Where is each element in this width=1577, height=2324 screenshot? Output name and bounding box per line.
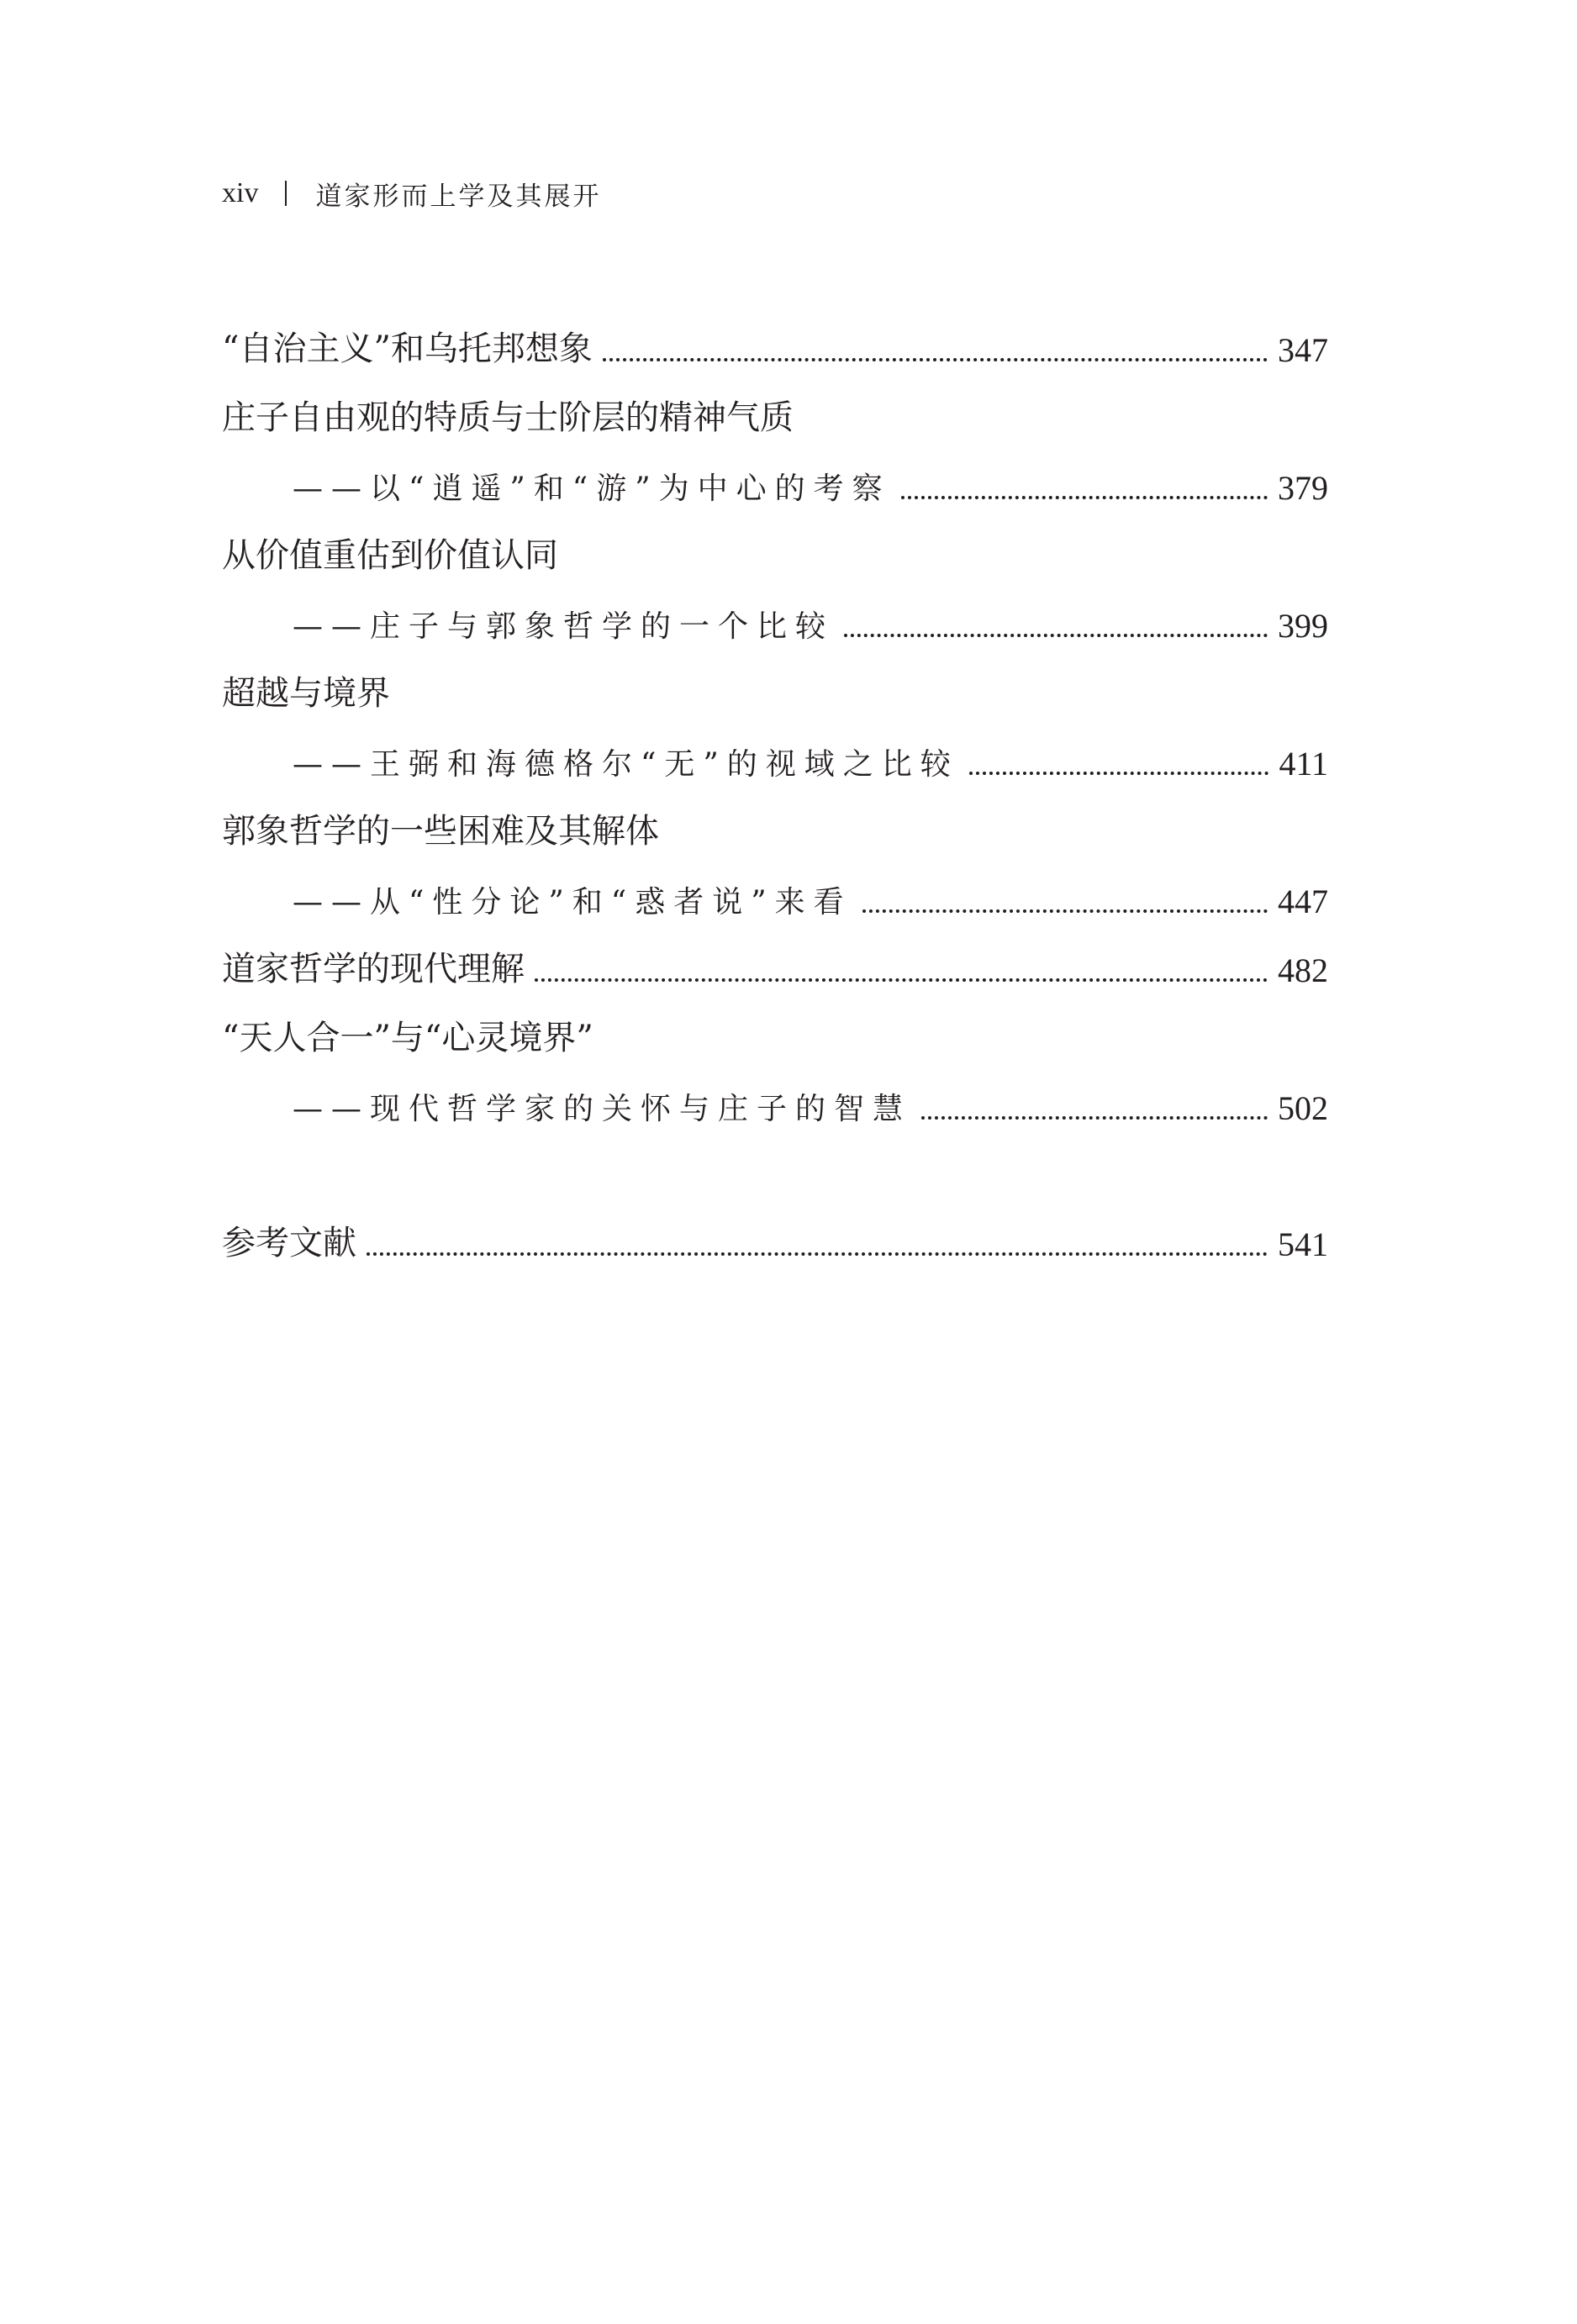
running-head (222, 172, 601, 214)
toc-entry-subtitle: ——从“性分论”和“惑者说”来看 (293, 885, 852, 920)
dot-leader (367, 1252, 1268, 1256)
toc-entry[interactable] (222, 509, 1328, 578)
dot-leader (921, 1116, 1268, 1120)
toc-entry[interactable] (222, 785, 1328, 854)
toc-entry-page: 447 (1278, 883, 1328, 920)
toc-entry-subtitle: ——庄子与郭象哲学的一个比较 (293, 609, 835, 644)
section-gap (222, 1130, 1328, 1197)
toc-entry[interactable] (222, 647, 1328, 716)
toc-entry[interactable] (222, 372, 1328, 440)
toc-entry-title: 参考文献 (222, 1224, 356, 1262)
toc-entry-title: “自治主义”和乌托邦想象 (222, 329, 593, 368)
toc-entry-title: 道家哲学的现代理解 (222, 950, 525, 988)
toc-entry-subtitle-line[interactable] (222, 716, 1328, 785)
toc-entry[interactable] (222, 303, 1328, 372)
dot-leader (969, 772, 1269, 775)
toc-entry-subtitle-line[interactable] (222, 440, 1328, 509)
toc-entry-page: 347 (1278, 331, 1328, 369)
toc-entry-subtitle: ——现代哲学家的关怀与庄子的智慧 (293, 1092, 912, 1126)
dot-leader (844, 634, 1268, 637)
dot-leader (535, 978, 1268, 982)
toc-entry-page: 502 (1278, 1089, 1328, 1127)
toc-entry-title: 郭象哲学的一些困难及其解体 (222, 812, 659, 851)
toc-entry-title: 从价值重估到价值认同 (222, 536, 558, 575)
toc-entry-page: 411 (1279, 745, 1328, 783)
toc-entry-title: “天人合一”与“心灵境界” (222, 1019, 593, 1057)
toc-entry-title: 超越与境界 (222, 674, 390, 713)
toc-entry-title: 庄子自由观的特质与士阶层的精神气质 (222, 398, 794, 437)
toc-entry-subtitle-line[interactable] (222, 578, 1328, 647)
toc-entry-subtitle: ——王弼和海德格尔“无”的视域之比较 (293, 747, 959, 782)
book-title: 道家形而上学及其展开 (315, 181, 602, 212)
toc-entry[interactable] (222, 923, 1328, 992)
toc-entry-subtitle-line[interactable] (222, 1061, 1328, 1130)
divider (285, 181, 287, 206)
toc-entry-references[interactable] (222, 1197, 1328, 1266)
toc-entry-page: 482 (1278, 951, 1328, 989)
toc-entry[interactable] (222, 992, 1328, 1061)
toc-entry-page: 379 (1278, 469, 1328, 507)
dot-leader (901, 496, 1268, 499)
toc-entry-page: 399 (1278, 607, 1328, 645)
dot-leader (603, 358, 1268, 361)
toc-entry-subtitle: ——以“逍遥”和“游”为中心的考察 (293, 472, 891, 506)
toc-entry-subtitle-line[interactable] (222, 854, 1328, 923)
toc-entry-page: 541 (1278, 1225, 1328, 1263)
dot-leader (862, 909, 1268, 913)
folio: xiv (222, 177, 259, 208)
table-of-contents (222, 303, 1328, 1266)
